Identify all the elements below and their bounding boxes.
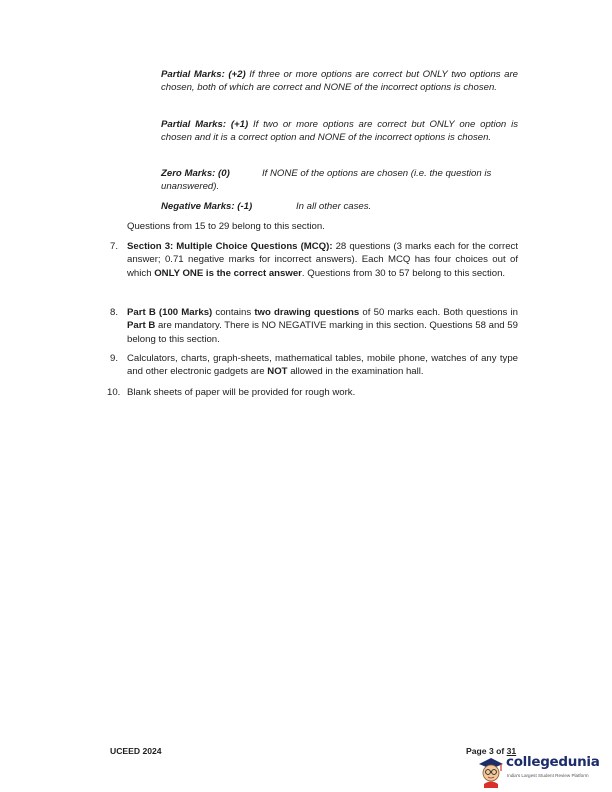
logo-tagline: India's Largest Student Review Platform xyxy=(507,773,589,778)
negative-marks-text: In all other cases. xyxy=(296,201,372,212)
item-number: 8. xyxy=(110,307,119,318)
negative-marks xyxy=(161,200,518,213)
item-text: . Questions from 30 to 57 belong to this section. xyxy=(301,267,506,279)
zero-marks xyxy=(161,167,518,195)
item-number: 10. xyxy=(107,387,121,398)
zero-marks-text-cont: unanswered). xyxy=(161,181,220,193)
list-item-rough-work xyxy=(127,386,518,399)
page-prefix: Page xyxy=(466,746,489,756)
partial-marks-plus-two-label: Partial Marks: (+2) xyxy=(161,69,246,80)
footer-exam-name: UCEED 2024 xyxy=(110,746,162,756)
mascot-icon xyxy=(476,752,506,788)
page-current: 3 xyxy=(488,746,494,756)
partial-marks-plus-one-text: If two or more options are correct but ONLY one option is chosen and it is a correct option and NONE of the incorrect options is chosen. xyxy=(161,119,518,144)
list-item-electronic-gadgets xyxy=(127,352,518,379)
item-text: allowed in the examination hall. xyxy=(287,366,424,378)
partial-marks-plus-two xyxy=(161,68,518,94)
section-range-note: Questions from 15 to 29 belong to this section. xyxy=(127,221,325,232)
item-number: 7. xyxy=(110,241,119,252)
item-text: contains xyxy=(212,307,255,318)
item-text: Calculators, charts, graph-sheets, mathematical tables, mobile phone, watches of any type and other electronic gadgets are xyxy=(127,353,518,378)
partial-marks-plus-one xyxy=(161,118,518,144)
list-item-section-3 xyxy=(127,240,518,280)
collegedunia-logo xyxy=(476,752,608,788)
item-bold-mid: ONLY ONE is the correct answer xyxy=(154,267,302,279)
item-number: 9. xyxy=(110,353,119,364)
list-item-part-b xyxy=(127,306,518,346)
item-bold-lead: Section 3: Multiple Choice Questions (MCQ): xyxy=(127,241,333,252)
negative-marks-label: Negative Marks: (-1) xyxy=(161,201,253,212)
item-bold-mid: two drawing questions xyxy=(254,307,360,318)
logo-wordmark: collegedunia xyxy=(506,754,600,770)
page-of: of xyxy=(493,746,507,756)
item-bold-mid: NOT xyxy=(267,366,288,378)
zero-marks-text: If NONE of the options are chosen (i.e. the question is xyxy=(262,168,492,179)
item-text: 28 questions (3 marks each for the correct answer; 0.71 negative marks for incorrect answers). Each MCQ has four choices out of which xyxy=(127,241,518,279)
zero-marks-label: Zero Marks: (0) xyxy=(161,168,230,179)
item-text: of 50 marks each. Both questions in xyxy=(359,307,518,318)
item-text: Blank sheets of paper will be provided for rough work. xyxy=(127,387,356,398)
item-text: are mandatory. There is NO NEGATIVE marking in this section. Questions 58 and 59 belong to this section. xyxy=(127,320,518,345)
partial-marks-plus-two-text: If three or more options are correct but ONLY two options are chosen, both of which are correct and NONE of the incorrect options is chosen. xyxy=(161,69,518,94)
partial-marks-plus-one-label: Partial Marks: (+1) xyxy=(161,119,249,130)
page-total: 31 xyxy=(506,746,517,756)
item-bold-lead: Part B (100 Marks) xyxy=(127,307,213,318)
item-bold-part-b: Part B xyxy=(127,320,156,332)
